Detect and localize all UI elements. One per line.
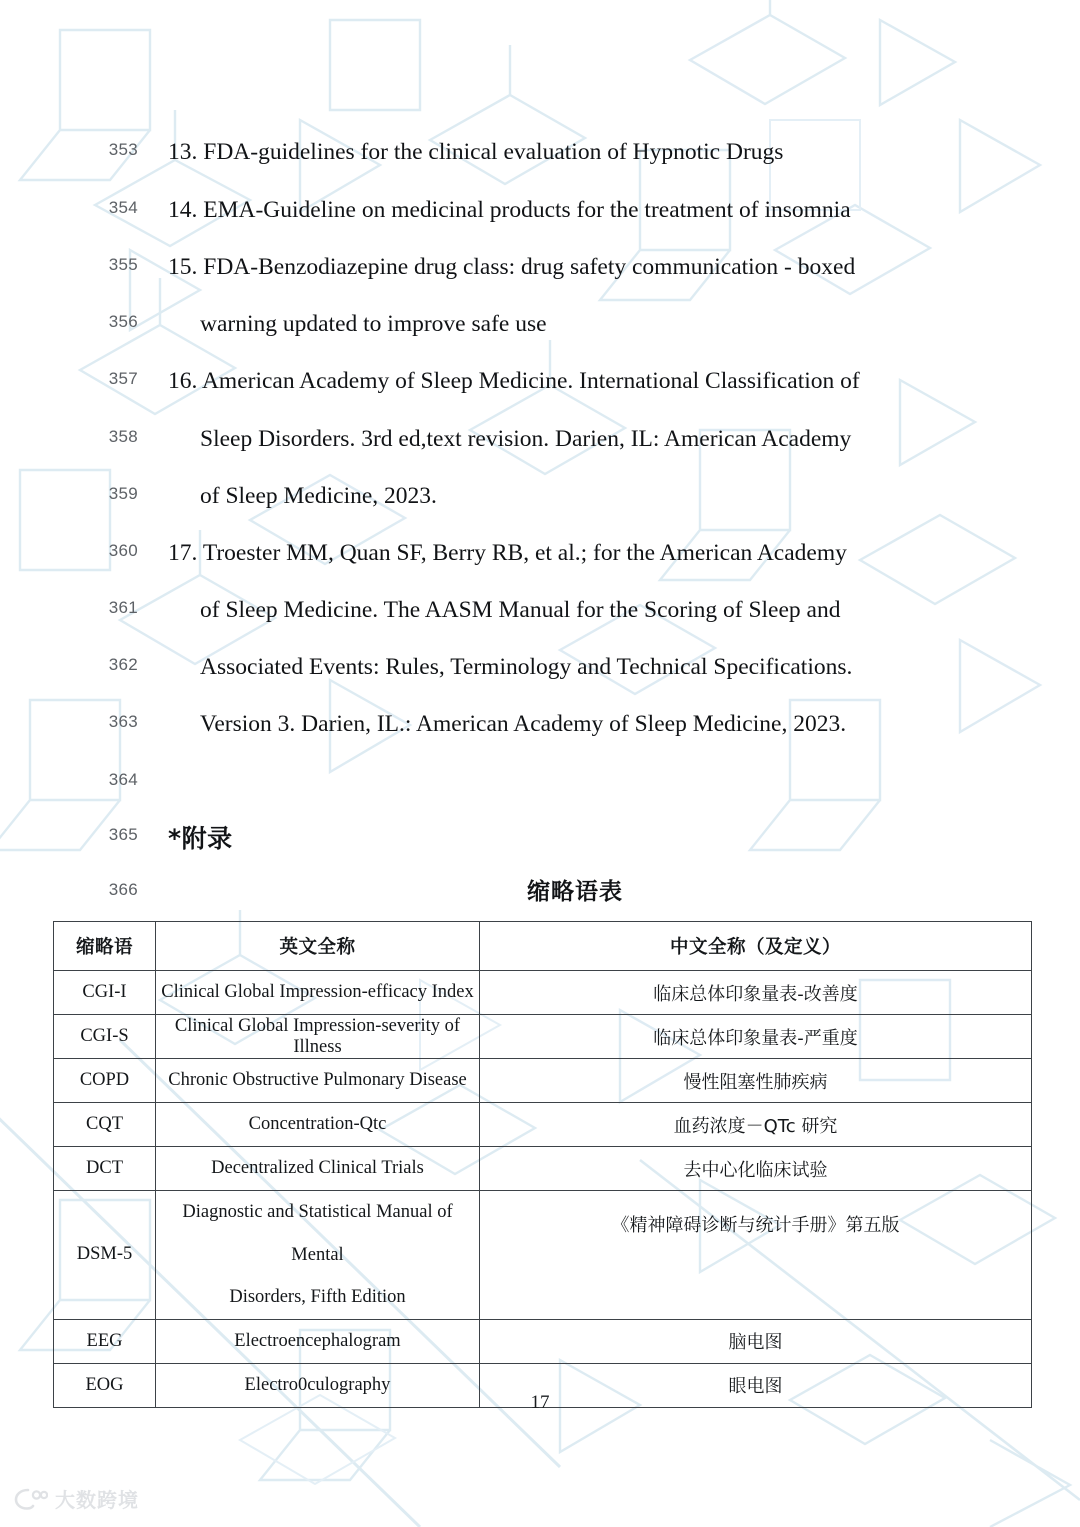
line-number: 358 [108,427,138,446]
cell-chinese-name: 临床总体印象量表-严重度 [480,1015,1032,1059]
cell-abbreviation: DSM-5 [54,1191,156,1320]
table-row [54,1059,1032,1103]
manuscript-line [0,825,1080,882]
line-number: 363 [108,712,138,731]
reference-text: 17. Troester MM, Quan SF, Berry RB, et al.; for the American Academy [168,540,847,566]
cell-english-name: Clinical Global Impression-severity of Illness [156,1015,480,1059]
line-number: 366 [108,880,138,899]
column-header-chinese: 中文全称（及定义） [480,922,1032,971]
reference-text: 14. EMA-Guideline on medicinal products for the treatment of insomnia [168,197,851,223]
english-name-line-2: Disorders, Fifth Edition [229,1287,406,1308]
cell-chinese-name: 去中心化临床试验 [480,1147,1032,1191]
english-name-line-1: Diagnostic and Statistical Manual of Mental [182,1202,453,1265]
reference-text: of Sleep Medicine, 2023. [200,483,437,509]
reference-text: of Sleep Medicine. The AASM Manual for the Scoring of Sleep and [200,597,841,623]
reference-text: Sleep Disorders. 3rd ed,text revision. Darien, IL: American Academy [200,426,852,452]
manuscript-line [0,655,1080,712]
column-header-abbr: 缩略语 [54,922,156,971]
abbreviation-table-container [53,921,1031,1408]
cell-english-name: Concentration-Qtc [156,1103,480,1147]
table-body [54,971,1032,1408]
reference-text: warning updated to improve safe use [200,311,547,337]
line-number: 362 [108,655,138,674]
line-number: 361 [108,598,138,617]
table-header-row [54,922,1032,971]
cell-english-name: Chronic Obstructive Pulmonary Disease [156,1059,480,1103]
manuscript-line [0,369,1080,426]
line-number: 357 [108,369,138,388]
manuscript-line [0,598,1080,655]
appendix-heading: *附录 [168,824,233,853]
cell-chinese-name: 血药浓度－QTc 研究 [480,1103,1032,1147]
cell-chinese-name: 眼电图 [480,1363,1032,1407]
cell-english-name: Electroencephalogram [156,1319,480,1363]
brand-watermark [14,1484,139,1513]
manuscript-line [0,312,1080,369]
table-row [54,1103,1032,1147]
line-number: 356 [108,312,138,331]
table-row [54,971,1032,1015]
cell-abbreviation: EEG [54,1319,156,1363]
line-number: 360 [108,541,138,560]
cell-abbreviation: COPD [54,1059,156,1103]
line-number: 355 [108,255,138,274]
manuscript-line [0,427,1080,484]
abbreviation-table [53,921,1032,1408]
manuscript-line [0,770,1080,827]
table-row [54,1319,1032,1363]
line-number: 364 [108,770,138,789]
table-header [54,922,1032,971]
manuscript-line [0,712,1080,769]
page-number: 17 [530,1392,550,1413]
manuscript-line [0,255,1080,312]
cell-chinese-name: 临床总体印象量表-改善度 [480,971,1032,1015]
cell-chinese-name: 《精神障碍诊断与统计手册》第五版 [480,1191,1032,1320]
brand-watermark-text: 大数跨境 [55,1488,139,1512]
line-number: 359 [108,484,138,503]
column-header-english: 英文全称 [156,922,480,971]
manuscript-line [0,198,1080,255]
cell-abbreviation: DCT [54,1147,156,1191]
manuscript-line [0,484,1080,541]
manuscript-line [0,541,1080,598]
reference-text: 16. American Academy of Sleep Medicine. International Classification of [168,368,860,394]
cell-abbreviation: CQT [54,1103,156,1147]
cell-english-name: Decentralized Clinical Trials [156,1147,480,1191]
cell-abbreviation: EOG [54,1363,156,1407]
cell-abbreviation: CGI-S [54,1015,156,1059]
table-caption: 缩略语表 [527,879,623,905]
line-number: 365 [108,825,138,844]
line-number: 354 [108,198,138,217]
reference-text: Version 3. Darien, IL.: American Academy of Sleep Medicine, 2023. [200,711,847,737]
cell-abbreviation: CGI-I [54,971,156,1015]
reference-text: Associated Events: Rules, Terminology and Technical Specifications. [200,654,853,680]
reference-text: 15. FDA-Benzodiazepine drug class: drug safety communication - boxed [168,254,856,280]
manuscript-line [0,140,1080,197]
line-number: 353 [108,140,138,159]
table-row [54,1191,1032,1320]
table-row [54,1147,1032,1191]
reference-text: 13. FDA-guidelines for the clinical evaluation of Hypnotic Drugs [168,139,784,165]
brand-logo-icon [14,1487,48,1511]
cell-english-name: Clinical Global Impression-efficacy Index [156,971,480,1015]
cell-english-name: Electro0culography [156,1363,480,1407]
cell-english-name [156,1191,480,1320]
cell-chinese-name: 脑电图 [480,1319,1032,1363]
table-row [54,1015,1032,1059]
cell-chinese-name: 慢性阻塞性肺疾病 [480,1059,1032,1103]
